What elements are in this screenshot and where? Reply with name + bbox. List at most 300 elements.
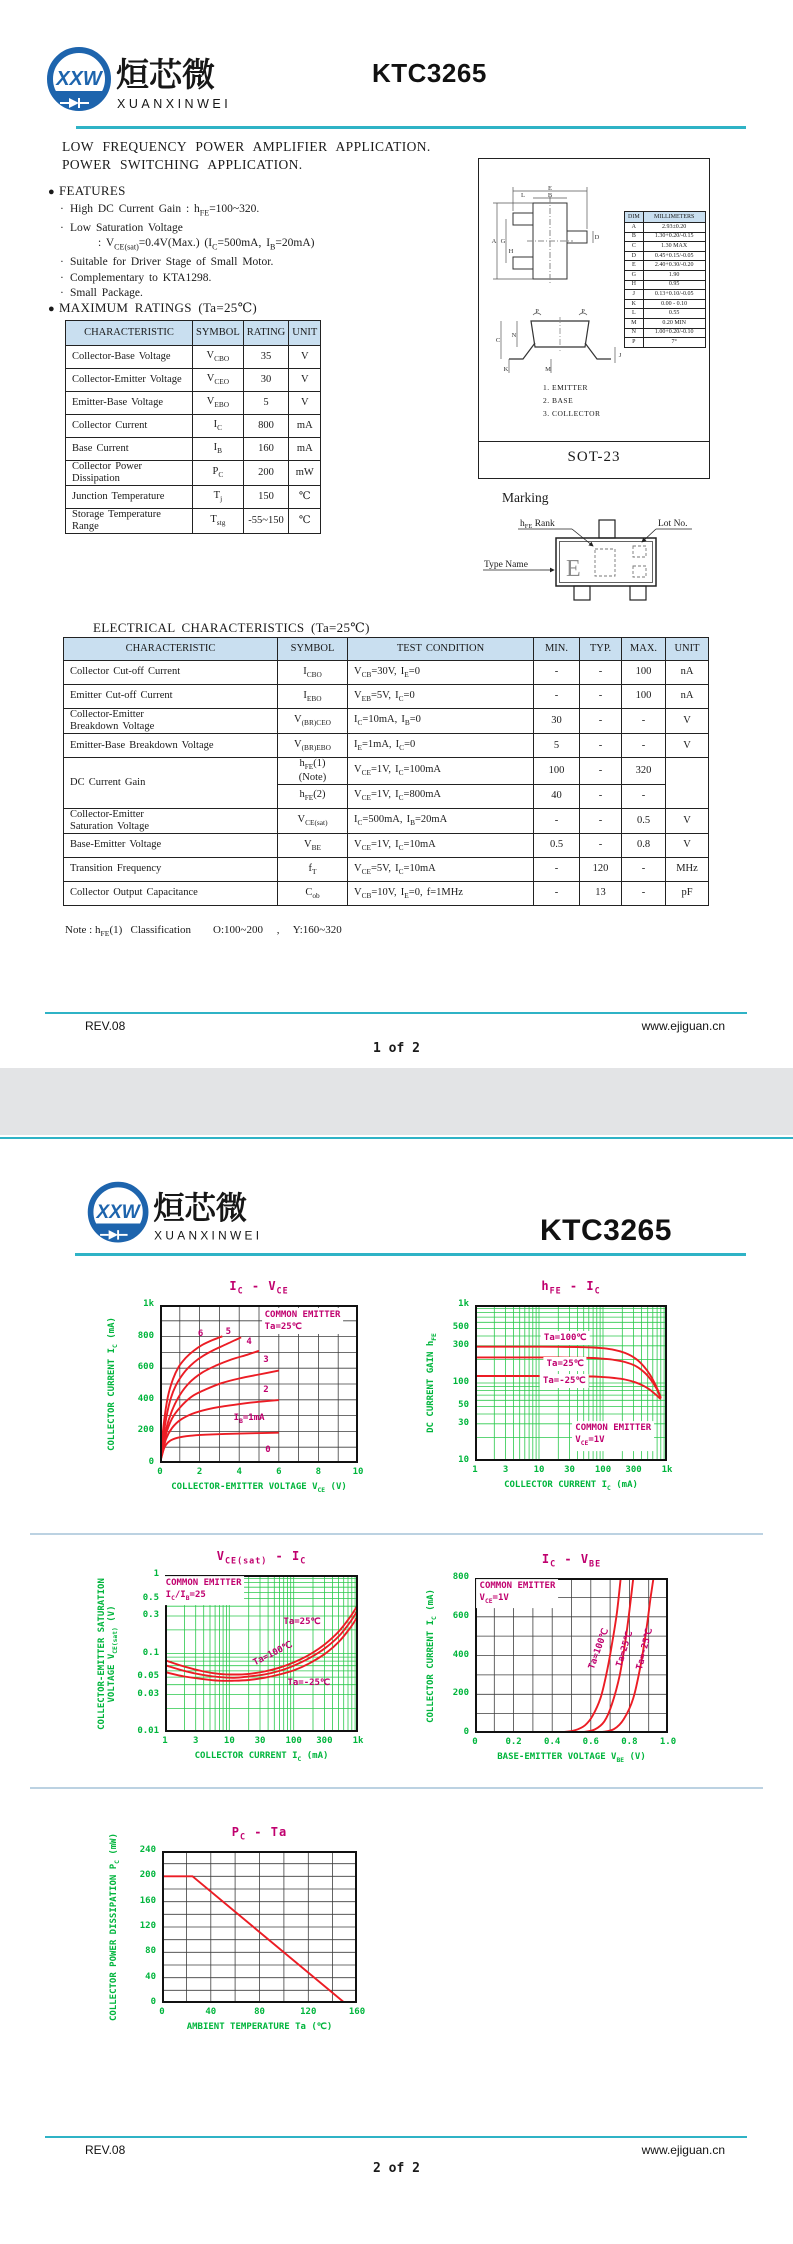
column-header: TEST CONDITION: [348, 638, 534, 661]
y-tick-label: 0: [150, 1997, 156, 2007]
y-axis-label: COLLECTOR POWER DISSIPATION $P_C$ (mW): [109, 1832, 121, 2022]
curve-label: Ta=-25℃: [634, 1627, 655, 1672]
page-gap: [0, 1068, 793, 1135]
table-cell: -: [622, 857, 666, 881]
y-axis-label: COLLECTOR CURRENT $I_C$ (mA): [107, 1317, 119, 1451]
table-row: [625, 290, 706, 300]
table-row: [64, 638, 709, 661]
x-axis-label: BASE-EMITTER VOLTAGE $V_{BE}$ (V): [497, 1752, 646, 1764]
package-top-view: [485, 185, 625, 303]
dimension-table: [624, 211, 706, 348]
x-tick-label: 300: [316, 1736, 333, 1746]
table-header: [64, 638, 709, 661]
x-tick-label: 1: [162, 1736, 168, 1746]
application-text: [62, 138, 462, 174]
x-tick-label: 10: [223, 1736, 235, 1746]
table-cell: V: [666, 808, 709, 833]
dim-letter: H: [508, 248, 514, 255]
x-axis-label: COLLECTOR CURRENT $I_C$ (mA): [194, 1751, 329, 1763]
chart-title: $V_{CE(sat)} - I_C$: [216, 1549, 307, 1566]
table-cell: 320: [622, 758, 666, 785]
table-cell: 0.5: [622, 808, 666, 833]
x-tick-label: 0.8: [621, 1737, 638, 1747]
table-row: [64, 857, 709, 881]
y-axis-label: COLLECTOR-EMITTER SATURATION VOLTAGE $V_{CE(sat)}$ (V): [97, 1577, 119, 1730]
x-tick-label: 8: [315, 1467, 322, 1477]
dim-letter: L: [521, 192, 525, 199]
table-cell: -: [534, 661, 580, 685]
table-cell: $V_{CE}=5V$, $I_C=10mA$: [348, 857, 534, 881]
y-tick-label: 0.3: [142, 1610, 159, 1621]
chart-annotation: Ta=100℃: [541, 1331, 590, 1345]
footer-revision: REV.08: [85, 2143, 126, 2157]
page-title: KTC3265: [372, 58, 487, 88]
header-divider: [76, 126, 746, 129]
y-tick-label: 0: [148, 1457, 154, 1467]
y-axis-label: DC CURRENT GAIN $h_{FE}$: [426, 1333, 438, 1433]
table-body: [625, 223, 706, 348]
chart-plot-c5: [162, 1851, 357, 2003]
table-cell: $I_E=1mA$, $I_C=0$: [348, 734, 534, 758]
footer-revision: REV.08: [85, 1019, 126, 1033]
chart-curve: [475, 1347, 661, 1398]
feature-item: · Suitable for Driver Stage of Small Motor.: [60, 255, 480, 271]
table-row: [64, 881, 709, 905]
x-tick-label: 2: [196, 1467, 203, 1477]
datasheet-page-2: [0, 1135, 793, 2244]
table-row: [625, 318, 706, 328]
max-ratings-heading: ● MAXIMUM RATINGS (Ta=25℃): [48, 300, 258, 315]
feature-bullet: ·: [60, 221, 64, 234]
curve-label: 4: [246, 1337, 252, 1348]
table-cell: $V_{CBO}$: [193, 346, 244, 369]
table-cell: Junction Temperature: [66, 486, 193, 509]
table-row: [625, 280, 706, 290]
table-cell: $I_{EBO}$: [278, 685, 348, 709]
table-cell: 30: [534, 709, 580, 734]
table-body: [64, 661, 709, 906]
table-cell: 1.90: [643, 270, 705, 280]
table-cell: DC Current Gain: [64, 758, 278, 809]
table-cell: -: [580, 709, 622, 734]
table-cell: mA: [289, 415, 321, 438]
table-row: [66, 461, 321, 486]
table-cell: $f_T$: [278, 857, 348, 881]
feature-item: · Low Saturation Voltage: [60, 221, 480, 237]
table-cell: pF: [666, 881, 709, 905]
table-row: [66, 392, 321, 415]
table-row: [66, 486, 321, 509]
x-tick-label: 10: [533, 1465, 545, 1475]
y-tick-label: 300: [452, 1339, 469, 1350]
table-cell: L: [625, 309, 644, 319]
dim-letter: G: [500, 238, 506, 245]
x-tick-label: 3: [502, 1465, 509, 1475]
table-cell: P: [625, 338, 644, 348]
x-tick-label: 0.4: [544, 1737, 561, 1747]
datasheet-page-1: [0, 0, 793, 1068]
features-heading: ● FEATURES: [48, 183, 126, 198]
table-row: [64, 685, 709, 709]
table-cell: -55~150: [243, 509, 289, 534]
x-tick-label: 0: [157, 1467, 163, 1477]
electrical-characteristics-table: [63, 637, 709, 906]
chart-annotation: Ta=25℃: [544, 1357, 587, 1371]
x-tick-label: 1k: [352, 1736, 364, 1746]
y-tick-label: 0.05: [137, 1671, 159, 1682]
table-row: [64, 758, 709, 785]
table-cell: $I_C$: [193, 415, 244, 438]
dim-letter: A: [491, 238, 497, 245]
y-tick-label: 1k: [143, 1299, 154, 1309]
y-tick-label: 0.01: [137, 1726, 159, 1736]
curve-label: Ta=-25℃: [287, 1677, 331, 1688]
table-cell: 1.30+0.20/-0.15: [643, 232, 705, 242]
table-cell: -: [534, 685, 580, 709]
y-tick-label: 200: [137, 1425, 154, 1436]
page-title: KTC3265: [540, 1214, 672, 1247]
curve-label: Ta=25℃: [283, 1617, 321, 1628]
table-cell: 120: [580, 857, 622, 881]
table-cell: Collector-Emitter Voltage: [66, 369, 193, 392]
column-header: CHARACTERISTIC: [66, 321, 193, 346]
dim-letter: E: [548, 185, 552, 192]
table-cell: $I_B$: [193, 438, 244, 461]
logo-mark-text: XXW: [96, 1201, 140, 1223]
table-cell: Collector Output Capacitance: [64, 881, 278, 905]
footer-page-number: 1 of 2: [373, 1041, 420, 1056]
table-cell: ℃: [289, 509, 321, 534]
table-cell: $V_{CB}=10V$, $I_E=0$, f=1MHz: [348, 881, 534, 905]
y-tick-label: 10: [458, 1455, 469, 1465]
table-cell: 5: [243, 392, 289, 415]
table-cell: nA: [666, 685, 709, 709]
feature-item: · Complementary to KTA1298.: [60, 271, 480, 287]
y-tick-label: 30: [458, 1417, 469, 1428]
section-divider: [30, 1787, 763, 1789]
table-cell: ℃: [289, 486, 321, 509]
table-cell: -: [580, 734, 622, 758]
table-row: [625, 261, 706, 271]
table-cell: $V_{CB}=30V$, $I_E=0$: [348, 661, 534, 685]
column-header: TYP.: [580, 638, 622, 661]
application-line: POWER SWITCHING APPLICATION.: [62, 157, 303, 172]
dim-letter: P: [581, 308, 585, 315]
elec-note: Note : $h_{FE}(1)$ Classification O:100~200 , Y:160~320: [65, 924, 342, 939]
column-header: RATING: [243, 321, 289, 346]
table-cell: -: [580, 661, 622, 685]
marking-lot-label: Lot No.: [658, 519, 688, 529]
table-cell: mA: [289, 438, 321, 461]
table-row: [64, 808, 709, 833]
column-header: UNIT: [289, 321, 321, 346]
x-tick-label: 40: [205, 2007, 217, 2017]
table-cell: -: [580, 685, 622, 709]
table-cell: D: [625, 251, 644, 261]
chart-annotation: COMMON EMITTER Ta=25℃: [262, 1308, 344, 1334]
x-tick-label: 1k: [661, 1465, 673, 1475]
x-axis-label: COLLECTOR-EMITTER VOLTAGE $V_{CE}$ (V): [171, 1482, 347, 1494]
curve-label: Ta=25℃: [614, 1630, 635, 1669]
table-body: [66, 346, 321, 534]
table-cell: E: [625, 261, 644, 271]
feature-bullet: ·: [60, 203, 64, 215]
y-axis-label: COLLECTOR CURRENT $I_C$ (mA): [426, 1588, 438, 1723]
logo-mark-text: XXW: [56, 68, 102, 90]
marking-hfe-rank-label: hFE Rank: [520, 519, 555, 530]
table-cell: $I_C=500mA$, $I_B=20mA$: [348, 808, 534, 833]
table-cell: 200: [243, 461, 289, 486]
footer-divider: [45, 1012, 747, 1014]
pin-definition: 1. EMITTER: [543, 383, 588, 392]
table-cell: 2.93±0.20: [643, 223, 705, 233]
y-tick-label: 0: [463, 1727, 469, 1737]
table-cell: 35: [243, 346, 289, 369]
y-tick-label: 80: [145, 1946, 156, 1957]
chart-title: $P_C$ - Ta: [231, 1825, 288, 1842]
table-cell: 2.40+0.30/-0.20: [643, 261, 705, 271]
table-cell: $T_j$: [193, 486, 244, 509]
table-cell: 0.13+0.10/-0.05: [643, 290, 705, 300]
x-tick-label: 0.2: [505, 1737, 522, 1747]
table-cell: Collector Cut-off Current: [64, 661, 278, 685]
column-header: DIM: [625, 212, 644, 223]
table-row: [625, 270, 706, 280]
package-name: SOT-23: [567, 449, 621, 465]
y-tick-label: 0.03: [137, 1688, 159, 1699]
table-cell: -: [580, 833, 622, 857]
table-cell: 1.00+0.20/-0.10: [643, 328, 705, 338]
curve-label: 2: [263, 1385, 269, 1396]
table-cell: 100: [622, 685, 666, 709]
y-tick-label: 600: [137, 1362, 154, 1373]
x-tick-label: 80: [254, 2007, 265, 2017]
table-cell: V: [289, 392, 321, 415]
x-tick-label: 1: [472, 1465, 478, 1475]
table-cell: $V_{CE}=1V$, $I_C=800mA$: [348, 784, 534, 808]
elec-heading: ELECTRICAL CHARACTERISTICS (Ta=25℃): [93, 620, 370, 635]
x-tick-label: 30: [254, 1736, 266, 1746]
y-tick-label: 200: [139, 1870, 156, 1881]
company-logo: [83, 1175, 268, 1253]
table-cell: H: [625, 280, 644, 290]
table-cell: $h_{FE}(1)$ (Note): [278, 758, 348, 785]
page-top-divider: [0, 1137, 793, 1139]
table-cell: 0.45+0.15/-0.05: [643, 251, 705, 261]
feature-item: : $V_{CE(sat)}=0.4V(Max.)$ ($I_C=500mA$, $I_B=20mA$): [98, 237, 315, 252]
section-divider: [30, 1533, 763, 1535]
marking-type-name-label: Type Name: [484, 560, 528, 570]
table-cell: Emitter-Base Breakdown Voltage: [64, 734, 278, 758]
table-row: [625, 242, 706, 252]
table-cell: N: [625, 328, 644, 338]
table-cell: V: [666, 709, 709, 734]
y-tick-label: 0.5: [142, 1592, 159, 1603]
y-tick-label: 240: [139, 1845, 156, 1855]
table-cell: $V_{CE(sat)}$: [278, 808, 348, 833]
feature-bullet: ·: [60, 271, 64, 284]
pin-definition: 2. BASE: [543, 396, 574, 405]
logo-cn-text: 烜芯微: [153, 1190, 248, 1226]
bullet-icon: ●: [48, 186, 55, 198]
table-row: [64, 709, 709, 734]
chart-annotation: COMMON EMITTER $V_{CE}=1V$: [572, 1421, 654, 1451]
curve-label: 5: [225, 1326, 232, 1337]
y-tick-label: 800: [452, 1572, 469, 1582]
footer-page-number: 2 of 2: [373, 2161, 420, 2176]
column-header: SYMBOL: [278, 638, 348, 661]
table-cell: nA: [666, 661, 709, 685]
chart-curve: [160, 1351, 259, 1463]
table-header: [625, 212, 706, 223]
table-cell: 800: [243, 415, 289, 438]
table-cell: $V_{CEO}$: [193, 369, 244, 392]
table-cell: Emitter Cut-off Current: [64, 685, 278, 709]
table-cell: Collector Current: [66, 415, 193, 438]
table-cell: $V_{EBO}$: [193, 392, 244, 415]
curve-label: Ta=100℃: [251, 1639, 295, 1668]
table-row: [64, 734, 709, 758]
x-tick-label: 0: [472, 1737, 478, 1747]
dim-letter: D: [594, 234, 600, 241]
table-cell: -: [534, 881, 580, 905]
table-cell: 40: [534, 784, 580, 808]
column-header: MAX.: [622, 638, 666, 661]
table-cell: J: [625, 290, 644, 300]
pkg-pin3: [567, 231, 587, 243]
table-cell: $V_{(BR)EBO}$: [278, 734, 348, 758]
chart-annotation: COMMON EMITTER $V_{CE}=1V$: [477, 1579, 559, 1609]
x-tick-label: 10: [352, 1467, 364, 1477]
table-cell: Base Current: [66, 438, 193, 461]
curve-label: Ta=100℃: [587, 1627, 612, 1672]
dim-letter: K: [503, 366, 509, 373]
table-cell: Emitter-Base Voltage: [66, 392, 193, 415]
table-row: [66, 369, 321, 392]
dim-letter: B: [547, 192, 553, 199]
x-axis-label: COLLECTOR CURRENT $I_C$ (mA): [504, 1480, 638, 1492]
table-cell: $P_C$: [193, 461, 244, 486]
table-cell: -: [580, 808, 622, 833]
table-cell: -: [580, 758, 622, 785]
table-cell: A: [625, 223, 644, 233]
pin-definition: 3. COLLECTOR: [543, 409, 601, 418]
table-cell: $I_{CBO}$: [278, 661, 348, 685]
table-cell: $V_{(BR)CEO}$: [278, 709, 348, 734]
chart-title: $h_{FE} - I_C$: [541, 1279, 601, 1296]
table-cell: -: [622, 734, 666, 758]
table-cell: $C_{ob}$: [278, 881, 348, 905]
x-tick-label: 3: [192, 1736, 199, 1746]
table-cell: -: [580, 784, 622, 808]
table-cell: Collector Power Dissipation: [66, 461, 193, 486]
y-tick-label: 400: [452, 1649, 469, 1660]
y-tick-label: 120: [139, 1921, 156, 1931]
table-cell: $V_{CE}=1V$, $I_C=100mA$: [348, 758, 534, 785]
table-cell: 0.95: [643, 280, 705, 290]
curve-label: 3: [263, 1355, 269, 1366]
header-divider: [75, 1253, 746, 1256]
table-cell: -: [622, 784, 666, 808]
dim-letter: J: [618, 352, 622, 359]
table-cell: $T_{stg}$: [193, 509, 244, 534]
logo-en-text: XUANXINWEI: [117, 97, 232, 111]
x-tick-label: 1.0: [659, 1737, 677, 1747]
table-cell: 0.55: [643, 309, 705, 319]
x-tick-label: 30: [564, 1465, 575, 1475]
chart-title: $I_C - V_{BE}$: [541, 1552, 602, 1569]
pkg-pin1: [513, 257, 533, 269]
table-row: [625, 309, 706, 319]
table-cell: Storage Temperature Range: [66, 509, 193, 534]
feature-bullet: ·: [60, 256, 64, 269]
y-tick-label: 200: [452, 1688, 469, 1699]
x-tick-label: 6: [276, 1467, 282, 1477]
table-cell: -: [534, 808, 580, 833]
y-tick-label: 40: [145, 1971, 156, 1982]
table-row: [64, 833, 709, 857]
table-row: [66, 415, 321, 438]
table-cell: 100: [622, 661, 666, 685]
table-cell: $V_{CE}=1V$, $I_C=10mA$: [348, 833, 534, 857]
x-tick-label: 4: [236, 1467, 242, 1477]
table-row: [625, 299, 706, 309]
table-cell: $I_C=10mA$, $I_B=0$: [348, 709, 534, 734]
max-ratings-table: [65, 320, 321, 534]
curve-label: $I_B=1mA$: [233, 1412, 265, 1425]
footer-website[interactable]: www.ejiguan.cn: [641, 1019, 725, 1033]
package-divider: [479, 441, 709, 442]
chart-title: $I_C - V_{CE}$: [229, 1279, 289, 1296]
table-row: [625, 338, 706, 348]
y-tick-label: 1k: [458, 1299, 469, 1309]
pin-list: [543, 381, 601, 420]
column-header: MILLIMETERS: [643, 212, 705, 223]
pkg-pin2: [513, 213, 533, 225]
column-header: SYMBOL: [193, 321, 244, 346]
table-cell: V: [666, 734, 709, 758]
y-tick-label: 400: [137, 1393, 154, 1404]
table-cell: 160: [243, 438, 289, 461]
table-cell: -: [622, 709, 666, 734]
package-outline-box: [478, 158, 710, 479]
x-tick-label: 100: [285, 1736, 302, 1746]
table-cell: $V_{BE}$: [278, 833, 348, 857]
table-row: [625, 232, 706, 242]
x-tick-label: 0.6: [582, 1737, 599, 1747]
curve-label: 6: [197, 1329, 204, 1340]
y-tick-label: 0.1: [142, 1647, 159, 1658]
table-cell: 0.8: [622, 833, 666, 857]
bullet-icon: ●: [48, 303, 55, 315]
table-cell: M: [625, 318, 644, 328]
table-cell: mW: [289, 461, 321, 486]
column-header: MIN.: [534, 638, 580, 661]
marking-title: Marking: [502, 490, 549, 505]
y-tick-label: 500: [452, 1322, 469, 1333]
y-tick-label: 100: [452, 1377, 469, 1387]
table-cell: 1.30 MAX: [643, 242, 705, 252]
table-cell: Collector-Emitter Breakdown Voltage: [64, 709, 278, 734]
footer-website[interactable]: www.ejiguan.cn: [641, 2143, 725, 2157]
chart-curve: [165, 1610, 358, 1678]
logo-cn-text: 烜芯微: [116, 56, 215, 93]
table-row: [625, 212, 706, 223]
table-cell: 150: [243, 486, 289, 509]
table-row: [66, 509, 321, 534]
dim-letter: C: [495, 337, 501, 344]
dim-letter: P: [535, 308, 539, 315]
